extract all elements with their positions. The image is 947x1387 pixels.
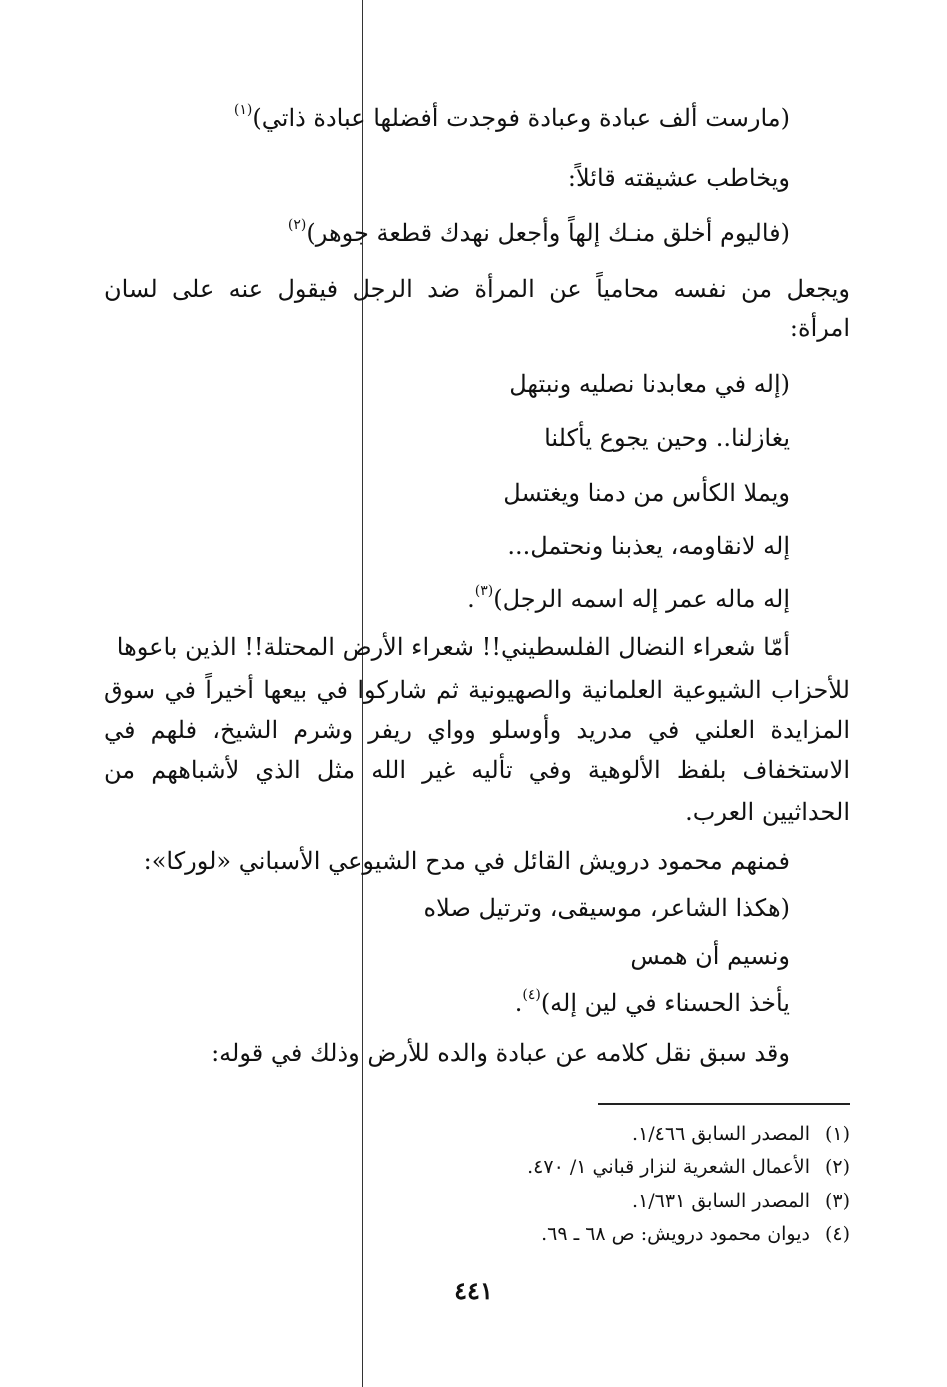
footnote-1 — [632, 1122, 850, 1146]
footnote-ref-3: (٣) — [474, 583, 494, 599]
text-line-final: وقد سبق نقل كلامه عن عبادة والده للأرض وذلك في قوله: — [211, 1039, 790, 1067]
footnote-number: (٢) — [824, 1156, 850, 1178]
poem-line-3: ويملا الكأس من دمنا ويغتسل — [503, 479, 790, 507]
paragraph-line-2: للأحزاب الشيوعية العلمانية والصهيونية ثم شاركوا في بيعها أخيراً في سوق — [104, 676, 850, 704]
footnote-text: المصدر السابق ١/٦٣١. — [632, 1190, 810, 1212]
footnote-text: الأعمال الشعرية لنزار قباني ١/ ٤٧٠. — [527, 1156, 810, 1178]
paragraph-line-5: الحداثيين العرب. — [685, 798, 850, 826]
footnote-text: ديوان محمود درويش: ص ٦٨ ـ ٦٩. — [541, 1223, 810, 1245]
paragraph-line-3: المزايدة العلني في مدريد وأوسلو وواي ريفر وشرم الشيخ، فلهم في — [104, 716, 851, 744]
poem-line-1: (إله في معابدنا نصليه ونبتهل — [509, 370, 790, 398]
footnote-4 — [541, 1222, 850, 1246]
text-line-4: ويجعل من نفسه محامياً عن المرأة ضد الرجل فيقول عنه على لسان — [104, 275, 850, 303]
footnote-number: (٣) — [824, 1190, 850, 1212]
footnote-text: المصدر السابق ١/٤٦٦. — [632, 1123, 810, 1145]
text-line-darwish-intro: فمنهم محمود درويش القائل في مدح الشيوعي الأسباني «لوركا»: — [143, 847, 790, 875]
paragraph-line-4: الاستخفاف بلفظ الألوهية وفي تأليه غير الله مثل الذي لأشباههم من — [104, 756, 850, 784]
page-number: ٤٤١ — [454, 1276, 493, 1305]
footnote-number: (١) — [824, 1123, 850, 1145]
footnote-ref-4: (٤) — [522, 987, 541, 1003]
poem2-line-2: ونسيم أن همس — [630, 942, 790, 970]
poem-line-4: إله لانقاومه، يعذبنا ونحتمل... — [507, 532, 790, 560]
footnote-ref-2: (٢) — [287, 217, 307, 233]
footnote-separator — [598, 1103, 850, 1105]
poem2-line-1: (هكذا الشاعر، موسيقى، وترتيل صلاه — [423, 894, 790, 922]
text-line-3: (فاليوم أخلق منـك إلهاً وأجعل نهدك قطعة جوهر)$^{(٢)}$ — [287, 217, 790, 247]
poem2-line-3: يأخذ الحسناء في لين إله)$^{(٤)}$. — [514, 987, 790, 1017]
text-line-1: (مارست ألف عبادة وعبادة فوجدت أفضلها عبادة ذاتي)$^{(١)}$ — [233, 102, 790, 132]
footnote-2 — [527, 1155, 850, 1179]
footnote-ref-1: (١) — [233, 102, 253, 118]
paragraph-line-1: أمّا شعراء النضال الفلسطيني!! شعراء الأرض المحتلة!! الذين باعوها — [116, 633, 790, 661]
footnote-number: (٤) — [824, 1223, 850, 1245]
text-line-5: امرأة: — [789, 314, 850, 342]
footnote-3 — [632, 1189, 850, 1213]
poem-line-2: يغازلنا.. وحين يجوع يأكلنا — [544, 424, 790, 452]
poem-line-5: إله ماله عمر إله اسمه الرجل)$^{(٣)}$. — [467, 583, 790, 613]
text-line-2: ويخاطب عشيقته قائلاً: — [567, 164, 790, 192]
